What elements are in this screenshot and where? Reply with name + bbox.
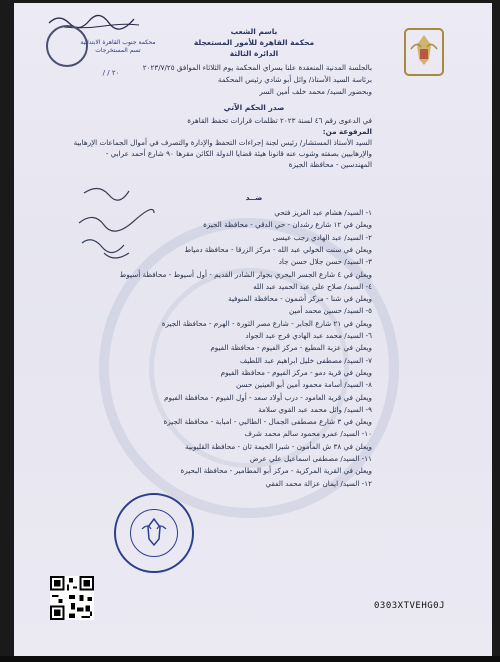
case-line: في الدعوى رقم ٤٦ لسنة ٢٠٢٣ تظلمات قرارات تحفظ القاهرة [187, 116, 372, 125]
defendant-name: ١١- السيد/ مصطفى اسماعيل علي عرض [249, 454, 372, 463]
defendant-name: ٨- السيد/ أسامة محمود أمين أبو العينين حسن [235, 380, 372, 390]
defendant-address: ويعلن في سنت الخولي عبد الله - مركز الزرقا - محافظة دمياط [184, 244, 372, 254]
defendant-address: ويعلن في قرية العامود - درب أولاد سعد - أول الفيوم - محافظة الفيوم [164, 392, 372, 402]
defendant-name: ١٠- السيد/ عمرو محمود سالم محمد شرف [244, 429, 372, 439]
defendant-name: ٢- السيد/ عبد الهادي رجب عيسى [272, 232, 372, 242]
session-line: بالجلسة المدنية المنعقدة علنا بسراي المحكمة يوم الثلاثاء الموافق ٢٠٢٣/٧/٢٥ [142, 63, 372, 72]
verdict-title: صدر الحكم الآتي [223, 103, 285, 112]
defendant-name: ٥- السيد/ حسين محمد أمين [289, 306, 372, 316]
defendant-address: ويعلن في قرية دمو - مركز الفيوم - محافظة الفيوم [220, 367, 372, 377]
scan-edge [0, 656, 500, 662]
court-stamp-text: محكمة جنوب القاهرة الابتدائية تسم المستخرجات [80, 39, 156, 54]
defendant-address: ويعلن في ٢١ شارع الجابر - شارع مصر الثورة - الهرم - محافظة الجيزة [161, 318, 372, 328]
defendant-name: ١- السيد/ هشام عبد العزيز فتحي [274, 208, 372, 217]
plaintiff-line-1: السيد الأستاذ المستشار/ رئيس لجنة إجراءات التحفظ والإدارة والتصرف في أموال الجماعات الإرهابية [73, 138, 372, 147]
plaintiff-line-2: والإرهابيين بصفته وشوب عنه قانونا هيئة قضايا الدولة الكائن مقرها ٩٠ شارع أحمد عرابي - [105, 149, 372, 158]
defendant-address: ويعلن في ٣ شارع مصطفى الجمال - الطالبي - امبابة - محافظة الجيزة [163, 417, 372, 427]
defendant-address: ويعلن في ٣٨ ش المأمون - شبرا الخيمة ثان - محافظة القليوبية [184, 441, 372, 451]
document-page [14, 3, 492, 658]
defendant-name: ٤- السيد/ صلاح علي عبد الحميد عبد الله [253, 281, 372, 291]
parties-label: المرفوعة من: [322, 127, 372, 136]
egypt-eagle-seal-icon [399, 25, 449, 83]
court-stamp-date: ٢٠ / / [102, 69, 120, 77]
qr-code-icon [50, 576, 94, 620]
header-line-1: باسم الشعب [230, 27, 278, 36]
defendant-address: ويعلن في ٤ شارع الجسر البحري بجوار الشادر القديم - أول أسيوط - محافظة أسيوط [119, 269, 372, 279]
defendant-name: ٦- السيد/ محمد عبد الهادي فرج عبد الجواد [245, 331, 372, 340]
defendant-name: ٣- السيد/ حسن جلال حسن جاد [278, 257, 372, 267]
defendant-address: ويعلن في شنا - مركز أشمون - محافظة المنوفية [228, 294, 372, 304]
defendant-name: ١٢- السيد/ ايمان عزالة محمد الفقي [265, 478, 372, 488]
header-line-3: الدائرة الثالثة [229, 49, 279, 58]
defendant-address: ويعلن في القرية المركزية - مركز أبو المطامير - محافظة البحيرة [180, 466, 372, 476]
defendant-name: ٩- السيد/ وائل محمد عبد القوي سلامة [258, 404, 372, 414]
defendant-name: ٧- السيد/ مصطفى خليل ابراهيم عبد اللطيف [239, 355, 372, 365]
plaintiff-line-3: المهندسين - محافظة الجيزة [288, 160, 372, 169]
against-label: ضــد [245, 193, 263, 202]
defendant-address: ويعلن في ١٢ شارع رشدان - حي الدقي - محافظة الجيزة [203, 220, 372, 230]
verification-code: 0303XTVEHG0J [374, 601, 446, 611]
attendance-line: وبحضور السيد/ محمد خلف أمين السر [259, 87, 372, 96]
presided-line: برئاسة السيد الأستاذ/ وائل أبو شادي رئيس المحكمة [217, 75, 372, 84]
defendant-address: ويعلن في عزبة المطبع - مركز الفيوم - محافظة الفيوم [210, 343, 372, 353]
eagle-emblem-icon [140, 517, 168, 547]
header-line-2: محكمة القاهرة للأمور المستعجلة [193, 38, 315, 47]
